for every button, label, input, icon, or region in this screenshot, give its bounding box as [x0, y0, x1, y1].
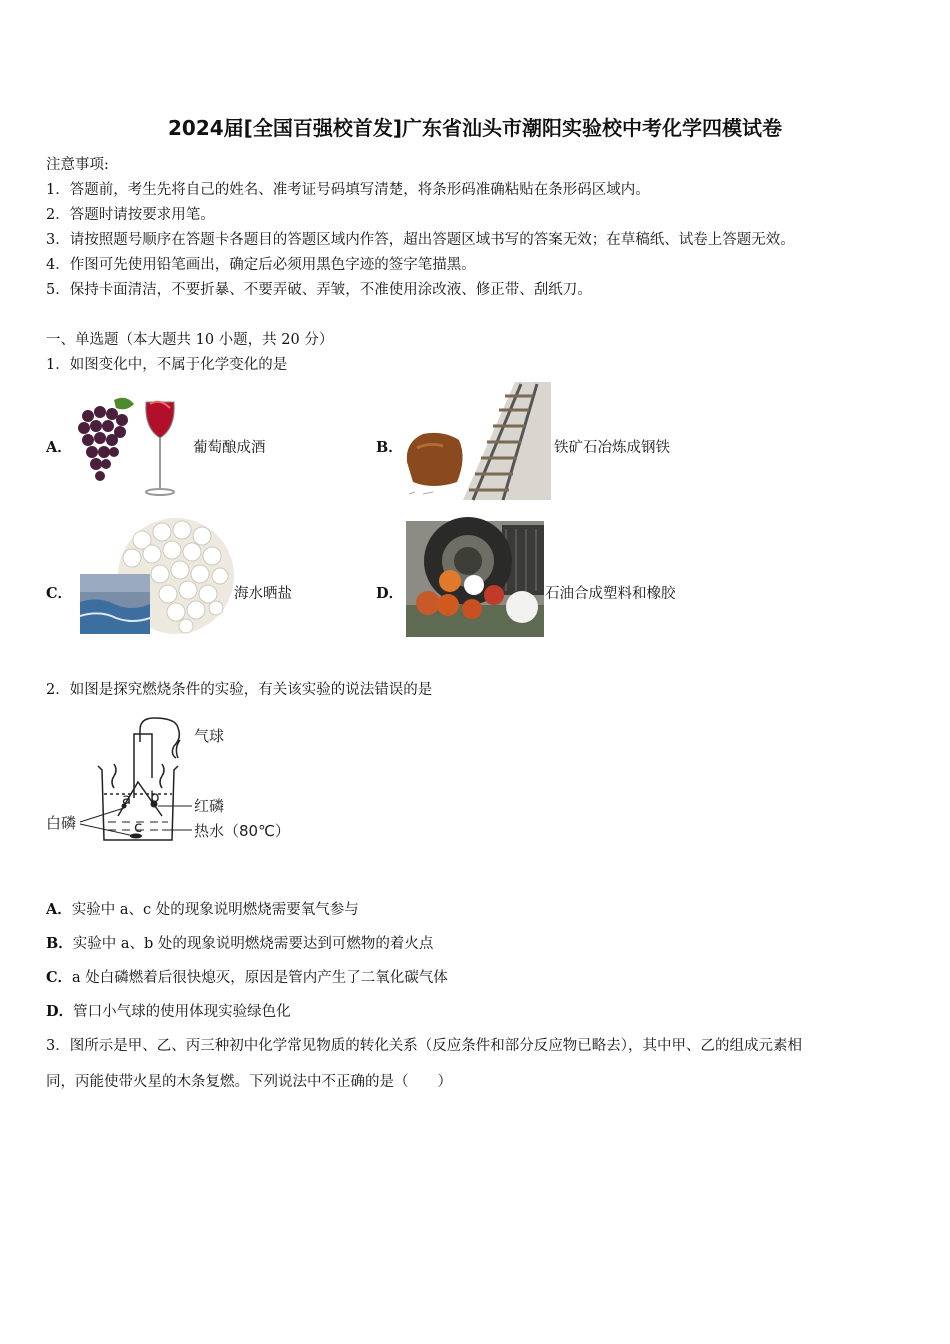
white-phosphorus-label: 白磷 — [46, 814, 77, 832]
combustion-experiment-diagram — [44, 712, 304, 852]
option-d-letter: D． — [46, 1003, 74, 1020]
notice-item: 5．保持卡面清洁，不要折暴、不要弄破、弄皱，不准使用涂改液、修正带、刮纸刀。 — [46, 282, 592, 298]
option-b-letter: B． — [376, 439, 403, 456]
page-title: 2024届[全国百强校首发]广东省汕头市潮阳实验校中考化学四模试卷 — [168, 116, 782, 140]
section-heading: 一、单选题（本大题共 10 小题，共 20 分） — [46, 332, 334, 348]
option-a-letter: A． — [46, 439, 72, 456]
plastic-rubber-image — [406, 521, 544, 637]
question-2-stem: 2．如图是探究燃烧条件的实验，有关该实验的说法错误的是 — [46, 682, 433, 698]
option-c-text: 海水晒盐 — [234, 586, 292, 602]
notice-item: 4．作图可先使用铅笔画出，确定后必须用黑色字迹的签字笔描黑。 — [46, 257, 476, 273]
sea-salt-image — [80, 518, 234, 638]
option-c-text: a 处白磷燃着后很快熄灭，原因是管内产生了二氧化碳气体 — [72, 970, 448, 986]
balloon-label: 气球 — [194, 727, 225, 745]
option-c-letter: C． — [46, 969, 73, 986]
label-a: a — [122, 790, 132, 808]
option-b-text: 铁矿石冶炼成钢铁 — [554, 440, 670, 456]
option-c-letter: C． — [46, 585, 73, 602]
option-a-letter: A． — [46, 901, 72, 918]
option-b-text: 实验中 a、b 处的现象说明燃烧需要达到可燃物的着火点 — [72, 936, 434, 952]
red-phosphorus-label: 红磷 — [194, 797, 225, 815]
grape-wine-image — [74, 394, 189, 498]
question-3-stem-line-1: 3．图所示是甲、乙、丙三种初中化学常见物质的转化关系（反应条件和部分反应物已略去），其中甲、乙的组成元素相 — [46, 1038, 802, 1054]
notice-item: 2．答题时请按要求用笔。 — [46, 207, 215, 223]
hot-water-label: 热水（80℃） — [194, 822, 290, 840]
option-d-text: 管口小气球的使用体现实验绿色化 — [73, 1004, 291, 1020]
question-1-stem: 1．如图变化中，不属于化学变化的是 — [46, 357, 288, 373]
label-c: c — [134, 818, 143, 836]
option-a-text: 实验中 a、c 处的现象说明燃烧需要氧气参与 — [71, 902, 359, 918]
option-d-letter: D． — [376, 585, 404, 602]
option-d-text: 石油合成塑料和橡胶 — [545, 586, 676, 602]
option-a-text: 葡萄酿成酒 — [193, 440, 266, 456]
notice-item: 3．请按照题号顺序在答题卡各题目的答题区域内作答，超出答题区域书写的答案无效；在草稿纸、试卷上答题无效。 — [46, 232, 795, 248]
option-b-letter: B． — [46, 935, 73, 952]
label-b: b — [150, 788, 160, 806]
question-3-stem-line-2: 同，丙能使带火星的木条复燃。下列说法中不正确的是（ ） — [46, 1074, 452, 1090]
notice-heading: 注意事项: — [46, 157, 109, 173]
notice-item: 1．答题前，考生先将自己的姓名、准考证号码填写清楚，将条形码准确粘贴在条形码区域内。 — [46, 182, 650, 198]
iron-ore-rail-image — [403, 382, 551, 500]
